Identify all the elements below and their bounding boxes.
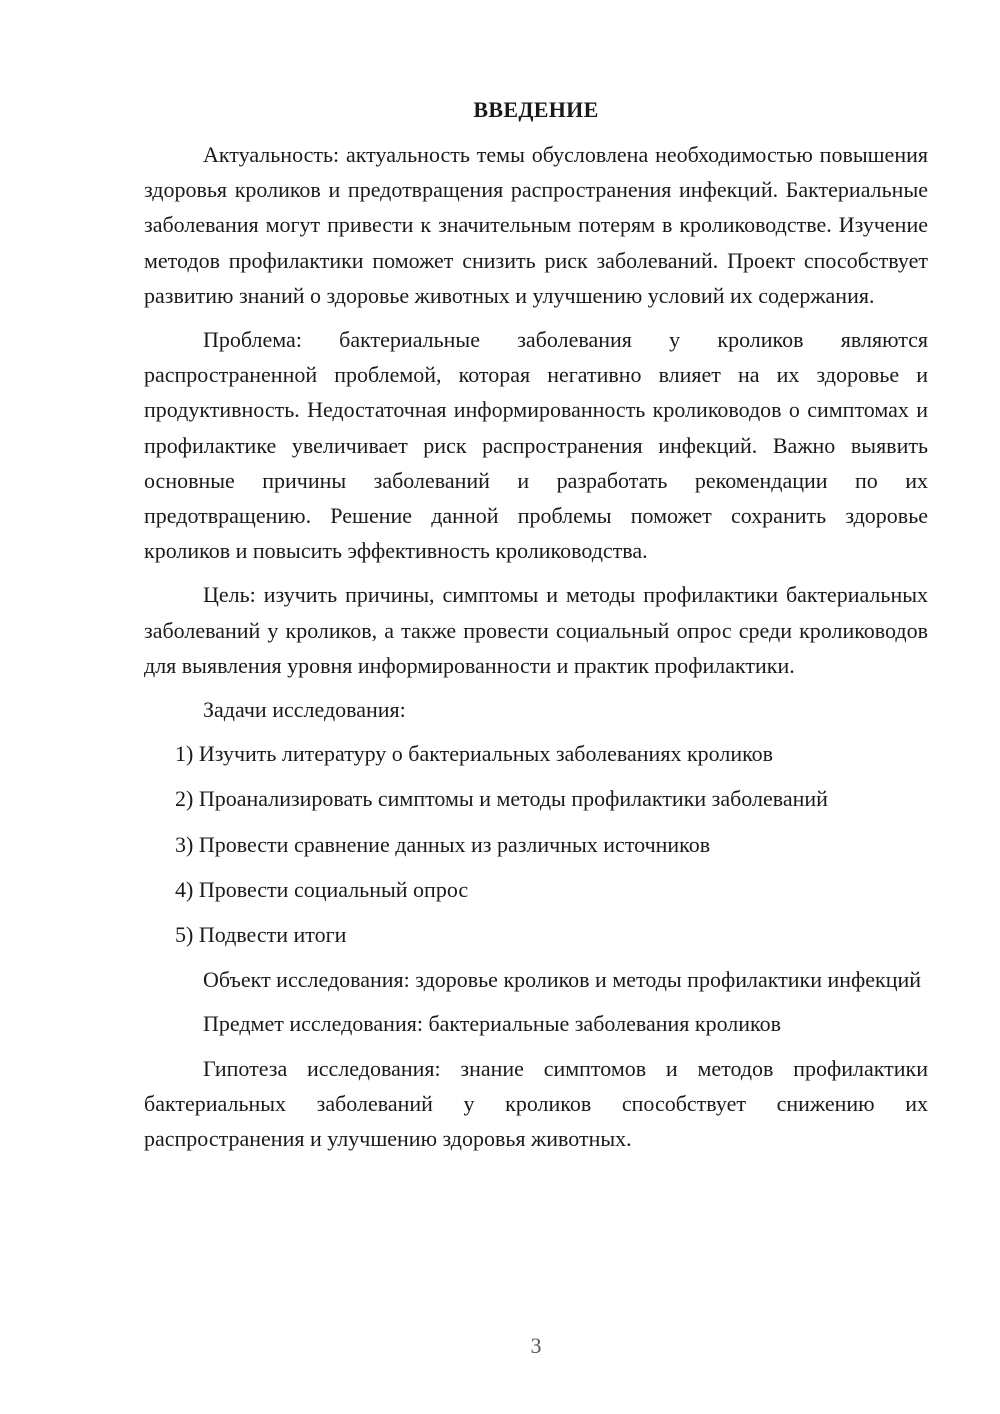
page-number: 3 <box>530 1333 542 1358</box>
paragraph-hypothesis: Гипотеза исследования: знание симптомов и методов профилактики бактериальных заболеваний у кроликов способствует снижению их распространения и улучшению здоровья животных. <box>144 1055 928 1152</box>
list-item: 5) Подвести итоги <box>175 922 347 948</box>
list-item: 1) Изучить литературу о бактериальных заболеваниях кроликов <box>175 741 774 767</box>
paragraph-relevance: Актуальность: актуальность темы обусловлена необходимостью повышения здоровья кроликов и предотвращения распространения инфекций. Бактериальные заболевания могут привести к значительным потерям в кролиководстве. Изучение методов профилактики поможет снизить риск заболеваний. Проект способствует развитию знаний о здоровье животных и улучшению условий их содержания. <box>144 142 928 308</box>
paragraph-problem: Проблема: бактериальные заболевания у кроликов являются распространенной проблемой, которая негативно влияет на их здоровье и продуктивность. Недостаточная информированность кролиководов о симптомах и профилактике увеличивает риск распространения инфекций. Важно выявить основные причины заболеваний и разработать рекомендации по их предотвращению. Решение данной проблемы поможет сохранить здоровье кроликов и повысить эффективность кролиководства. <box>144 327 928 564</box>
list-item: 2) Проанализировать симптомы и методы профилактики заболеваний <box>175 786 828 812</box>
list-item: 4) Провести социальный опрос <box>175 876 469 902</box>
paragraph-subject: Предмет исследования: бактериальные заболевания кроликов <box>203 1011 781 1037</box>
document-body <box>144 92 928 1165</box>
paragraph-object: Объект исследования: здоровье кроликов и методы профилактики инфекций <box>203 967 922 993</box>
paragraph-goal: Цель: изучить причины, симптомы и методы профилактики бактериальных заболеваний у кроликов, а также провести социальный опрос среди кролиководов для выявления уровня информированности и практик профилактики. <box>144 582 928 678</box>
list-item: 3) Провести сравнение данных из различных источников <box>175 831 711 857</box>
tasks-list <box>144 736 928 952</box>
tasks-heading: Задачи исследования: <box>203 697 406 723</box>
section-title: ВВЕДЕНИЕ <box>473 97 599 122</box>
